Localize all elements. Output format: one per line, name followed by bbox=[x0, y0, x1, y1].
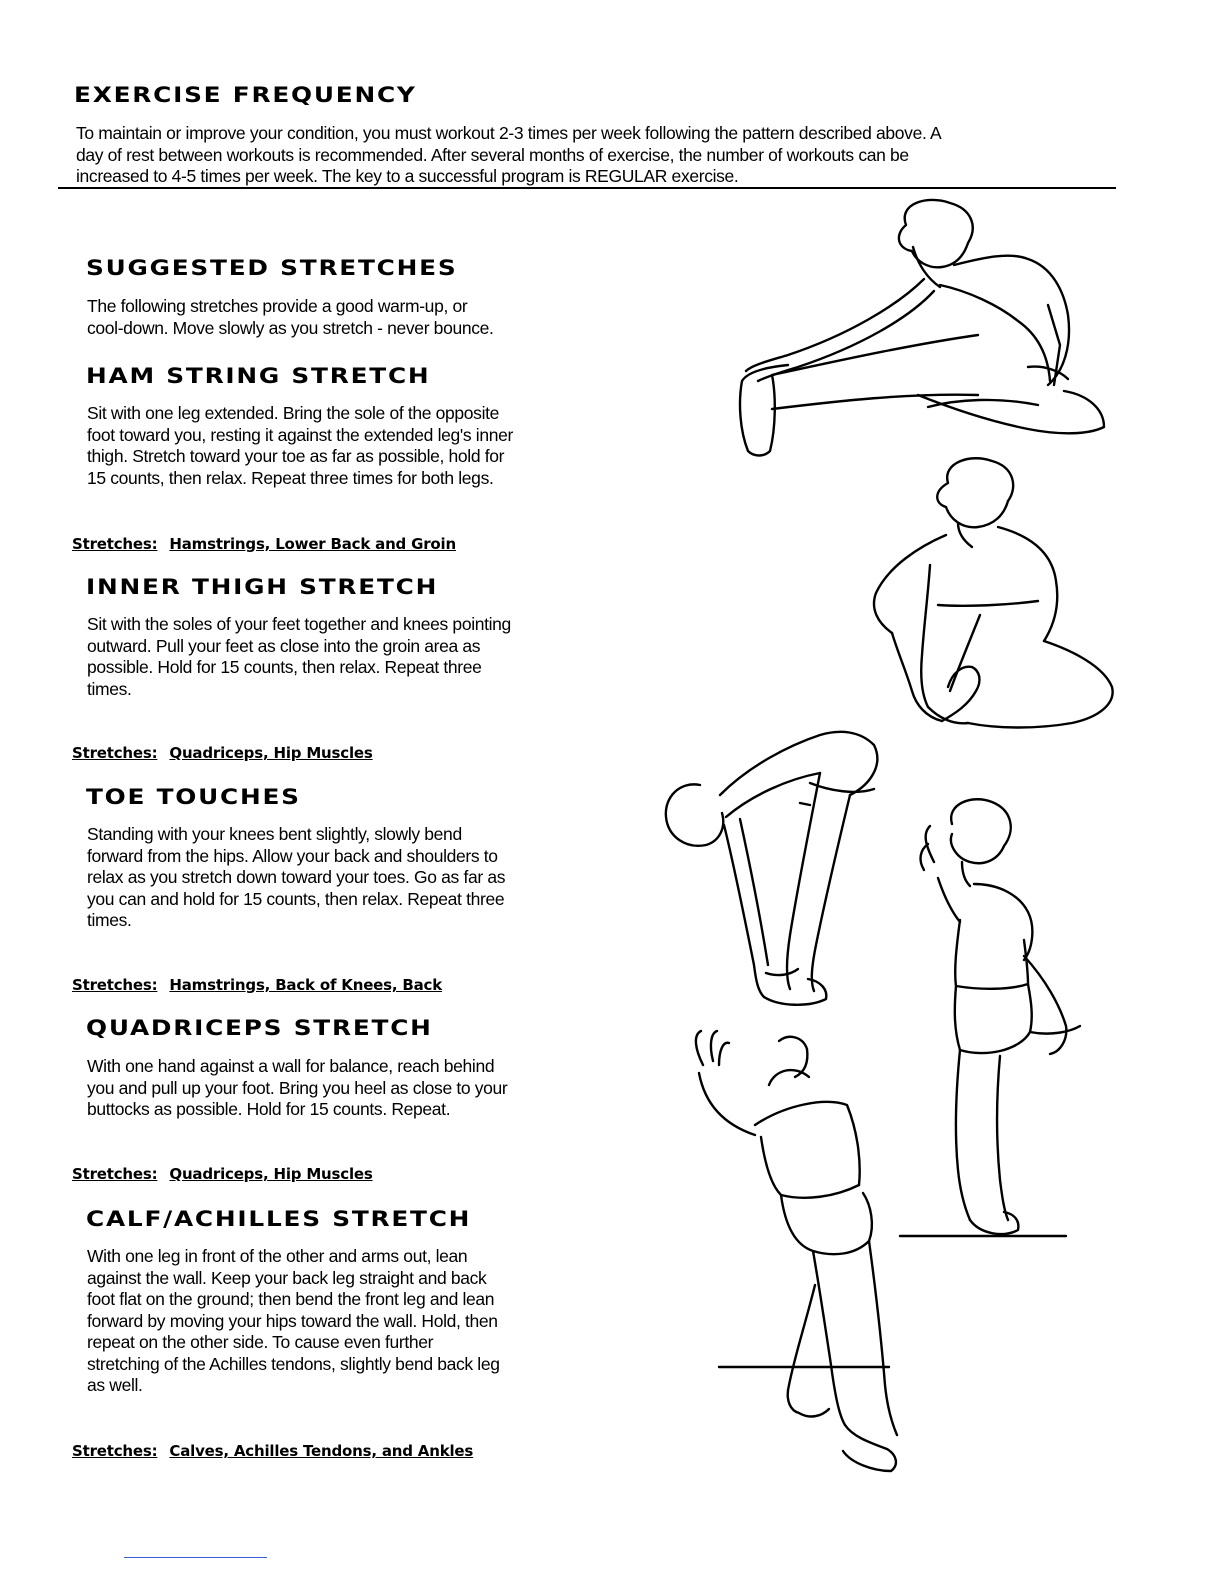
text-line: foot flat on the ground; then bend the front leg and lean bbox=[87, 1289, 495, 1309]
text-line: The following stretches provide a good warm-up, or bbox=[87, 296, 468, 316]
text-line: increased to 4-5 times per week. The key to a successful program is REGULAR exercise. bbox=[76, 166, 739, 186]
text-line: With one hand against a wall for balance, reach behind bbox=[87, 1056, 495, 1076]
calf-achilles-stretches-target bbox=[72, 1442, 473, 1460]
footer-line bbox=[124, 1557, 267, 1558]
inner-thigh-stretches-target bbox=[72, 744, 373, 762]
text-line: times. bbox=[87, 910, 132, 930]
exercise-frequency-heading: EXERCISE FREQUENCY bbox=[74, 83, 417, 107]
text-line: times. bbox=[87, 678, 132, 699]
text-line: stretching of the Achilles tendons, slightly bend back leg bbox=[87, 1353, 500, 1374]
stretches-label: Stretches: bbox=[72, 1165, 158, 1183]
text-line: against the wall. Keep your back leg straight and back bbox=[87, 1267, 487, 1288]
text-line: forward from the hips. Allow your back and shoulders to bbox=[87, 845, 498, 866]
text-line: you and pull up your foot. Bring you heel as close to your bbox=[87, 1077, 508, 1098]
stretches-muscles: Quadriceps, Hip Muscles bbox=[169, 744, 373, 762]
stretches-label: Stretches: bbox=[72, 976, 158, 994]
quadriceps-stretches-target bbox=[72, 1165, 373, 1183]
suggested-stretches-heading: SUGGESTED STRETCHES bbox=[86, 256, 458, 280]
hamstring-stretch-heading: HAM STRING STRETCH bbox=[86, 364, 431, 388]
text-line: 15 counts, then relax. Repeat three times for both legs. bbox=[87, 467, 494, 488]
stretches-label: Stretches: bbox=[72, 1442, 158, 1460]
toe-touches-heading: TOE TOUCHES bbox=[86, 785, 301, 809]
text-line: relax as you stretch down toward your toes. Go as far as bbox=[87, 867, 506, 887]
toe-touches-text bbox=[87, 824, 592, 932]
text-line: repeat on the other side. To cause even further bbox=[87, 1332, 434, 1352]
stretches-muscles: Hamstrings, Back of Knees, Back bbox=[169, 976, 443, 994]
stretches-muscles: Calves, Achilles Tendons, and Ankles bbox=[169, 1442, 474, 1460]
stretches-muscles: Quadriceps, Hip Muscles bbox=[169, 1165, 373, 1183]
hamstring-stretch-figure bbox=[728, 195, 1108, 465]
exercise-frequency-text bbox=[76, 123, 1106, 188]
text-line: outward. Pull your feet as close into the groin area as bbox=[87, 635, 481, 656]
calf-achilles-stretch-heading: CALF/ACHILLES STRETCH bbox=[86, 1207, 472, 1231]
text-line: possible. Hold for 15 counts, then relax. Repeat three bbox=[87, 657, 482, 677]
stretches-muscles: Hamstrings, Lower Back and Groin bbox=[169, 535, 456, 553]
quadriceps-stretch-heading: QUADRICEPS STRETCH bbox=[86, 1016, 433, 1040]
quadriceps-stretch-figure bbox=[900, 800, 1100, 1250]
toe-touch-figure bbox=[660, 725, 890, 1010]
stretches-label: Stretches: bbox=[72, 744, 158, 762]
text-line: Sit with one leg extended. Bring the sole of the opposite bbox=[87, 403, 500, 423]
calf-achilles-stretch-text bbox=[87, 1246, 592, 1397]
text-line: thigh. Stretch toward your toe as far as possible, hold for bbox=[87, 446, 505, 466]
section-divider bbox=[58, 187, 1116, 189]
inner-thigh-stretch-text bbox=[87, 614, 592, 700]
inner-thigh-stretch-figure bbox=[868, 455, 1118, 735]
text-line: To maintain or improve your condition, you must workout 2-3 times per week following the pattern described above. A bbox=[76, 123, 942, 143]
hamstring-stretches-target bbox=[72, 535, 456, 553]
text-line: buttocks as possible. Hold for 15 counts. Repeat. bbox=[87, 1099, 451, 1119]
calf-stretch-figure bbox=[685, 1025, 915, 1480]
quadriceps-stretch-text bbox=[87, 1056, 592, 1121]
text-line: With one leg in front of the other and arms out, lean bbox=[87, 1246, 468, 1266]
toe-touches-stretches-target bbox=[72, 976, 442, 994]
hamstring-stretch-text bbox=[87, 403, 592, 489]
text-line: Standing with your knees bent slightly, slowly bend bbox=[87, 824, 462, 844]
inner-thigh-stretch-heading: INNER THIGH STRETCH bbox=[86, 575, 439, 599]
text-line: Sit with the soles of your feet together and knees pointing bbox=[87, 614, 511, 634]
text-line: forward by moving your hips toward the wall. Hold, then bbox=[87, 1310, 498, 1331]
text-line: as well. bbox=[87, 1375, 143, 1395]
text-line: day of rest between workouts is recommended. After several months of exercise, the number of workouts can be bbox=[76, 144, 909, 165]
stretches-label: Stretches: bbox=[72, 535, 158, 553]
text-line: cool-down. Move slowly as you stretch - never bounce. bbox=[87, 317, 494, 338]
text-line: foot toward you, resting it against the extended leg's inner bbox=[87, 424, 513, 445]
suggested-stretches-text bbox=[87, 296, 592, 339]
text-line: you can and hold for 15 counts, then relax. Repeat three bbox=[87, 888, 505, 909]
